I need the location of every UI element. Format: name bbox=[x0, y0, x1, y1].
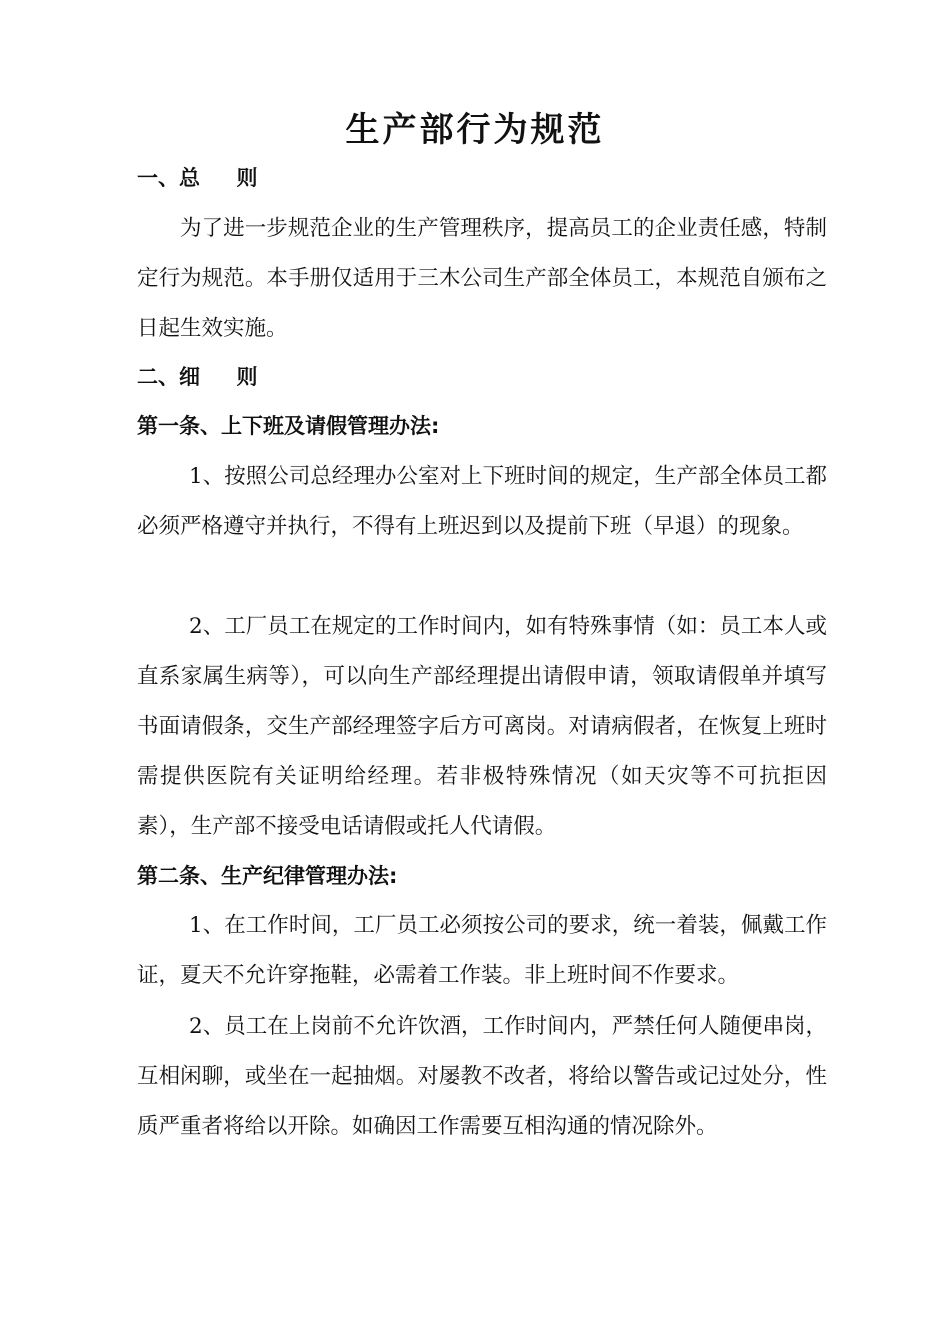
document-title: 生产部行为规范 bbox=[345, 110, 605, 150]
article-1-item-2: 2、工厂员工在规定的工作时间内，如有特殊事情（如：员工本人或直系家属生病等），可以向生产部经理提出请假申请，领取请假单并填写书面请假条，交生产部经理签字后方可离岗。对请病假者，在恢复上班时需提供医院有关证明给经理。若非极特殊情况（如天灾等不可抗拒因素），生产部不接受电话请假或托人代请假。 bbox=[137, 614, 827, 839]
article-1-item-1: 1、按照公司总经理办公室对上下班时间的规定，生产部全体员工都必须严格遵守并执行，不得有上班迟到以及提前下班（早退）的现象。 bbox=[137, 464, 827, 539]
section-heading-details: 二、细 则 bbox=[137, 365, 258, 389]
article-1-heading: 第一条、上下班及请假管理办法: bbox=[137, 414, 440, 438]
article-2-heading: 第二条、生产纪律管理办法: bbox=[137, 864, 398, 888]
general-paragraph: 为了进一步规范企业的生产管理秩序，提高员工的企业责任感，特制定行为规范。本手册仅适用于三木公司生产部全体员工，本规范自颁布之日起生效实施。 bbox=[137, 216, 827, 341]
article-2-item-1: 1、在工作时间，工厂员工必须按公司的要求，统一着装，佩戴工作证，夏天不允许穿拖鞋，必需着工作装。非上班时间不作要求。 bbox=[137, 913, 827, 988]
section-heading-general: 一、总 则 bbox=[137, 166, 258, 190]
article-2-item-2: 2、员工在上岗前不允许饮酒，工作时间内，严禁任何人随便串岗，互相闲聊，或坐在一起抽烟。对屡教不改者，将给以警告或记过处分，性质严重者将给以开除。如确因工作需要互相沟通的情况除外。 bbox=[137, 1014, 827, 1139]
